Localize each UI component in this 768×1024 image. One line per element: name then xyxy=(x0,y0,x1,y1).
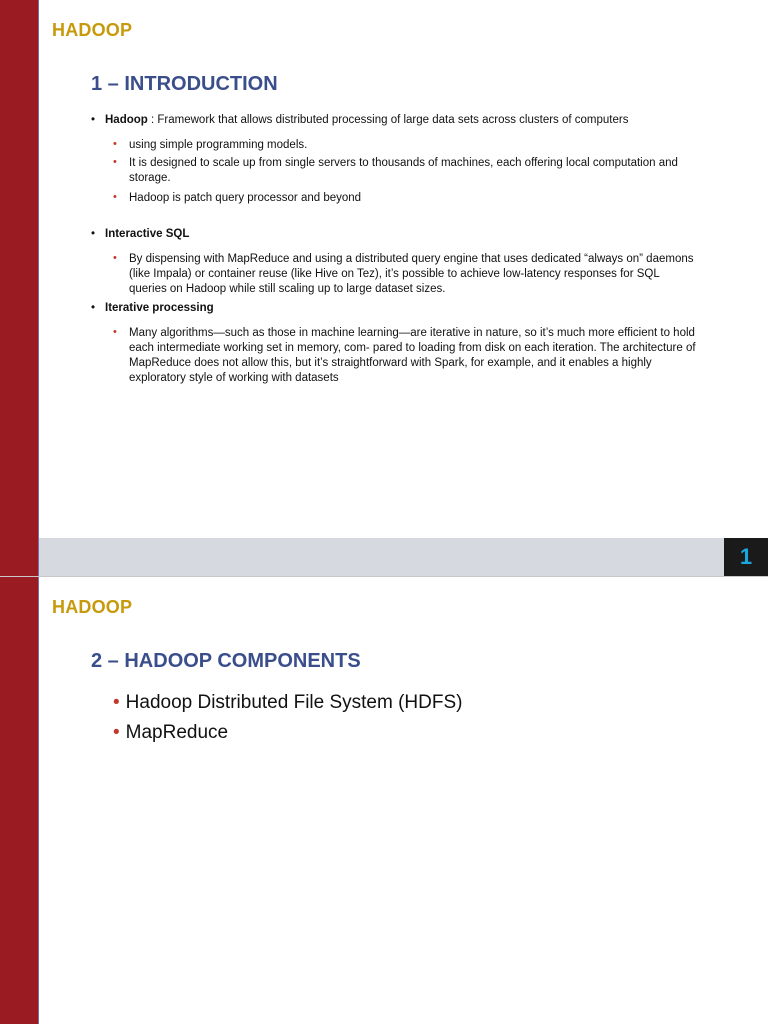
page-number: 1 xyxy=(724,538,768,576)
slide-title: 2 – HADOOP COMPONENTS xyxy=(91,650,361,672)
item-text: MapReduce xyxy=(125,722,229,743)
bullet-icon: • xyxy=(113,156,117,168)
sub-item-text: By dispensing with MapReduce and using a distributed query engine that uses dedicated “always on” daemons (like Impala) or container reuse (like Hive on Tez), it’s possible to achieve low-latency responses for SQL queries on Hadoop while still scaling up to large dataset sizes. xyxy=(129,253,694,295)
description: : Framework that allows distributed processing of large data sets across clusters of computers xyxy=(147,114,629,126)
bullet-icon: • xyxy=(113,138,117,150)
term: Interactive SQL xyxy=(105,228,190,240)
slide-brand: HADOOP xyxy=(52,20,133,40)
item-text: Hadoop Distributed File System (HDFS) xyxy=(125,692,463,713)
sub-item-text: Many algorithms—such as those in machine learning—are iterative in nature, so it’s much more efficient to hold each intermediate working set in memory, com- pared to loading from disk on each iteration. The architecture of MapReduce does not allow this, but it’s straightforward with Spark, for example, and it enables a highly exploratory style of working with datasets xyxy=(129,327,696,384)
list-item xyxy=(113,721,228,745)
sidebar-stripe xyxy=(0,0,39,576)
bullet-icon: • xyxy=(91,228,96,240)
sub-item-text: using simple programming models. xyxy=(129,139,308,151)
bullet-icon: • xyxy=(113,722,120,743)
term: Hadoop xyxy=(105,114,148,126)
bullet-icon: • xyxy=(113,252,117,264)
bullet-icon: • xyxy=(91,114,96,126)
bullet-icon: • xyxy=(113,326,117,338)
sub-item-text: Hadoop is patch query processor and beyond xyxy=(129,192,362,204)
bullet-icon: • xyxy=(113,692,120,713)
bullet-icon: • xyxy=(113,191,117,203)
slide-footer xyxy=(39,538,768,576)
slide-brand: HADOOP xyxy=(52,597,133,617)
term: Iterative processing xyxy=(105,302,214,314)
bullet-icon: • xyxy=(91,302,96,314)
sidebar-stripe xyxy=(0,577,39,1024)
slide-2 xyxy=(0,576,768,1024)
sub-item-text: It is designed to scale up from single servers to thousands of machines, each offering local computation and storage. xyxy=(129,157,678,184)
list-item xyxy=(113,691,462,715)
slide-title: 1 – INTRODUCTION xyxy=(91,73,278,95)
